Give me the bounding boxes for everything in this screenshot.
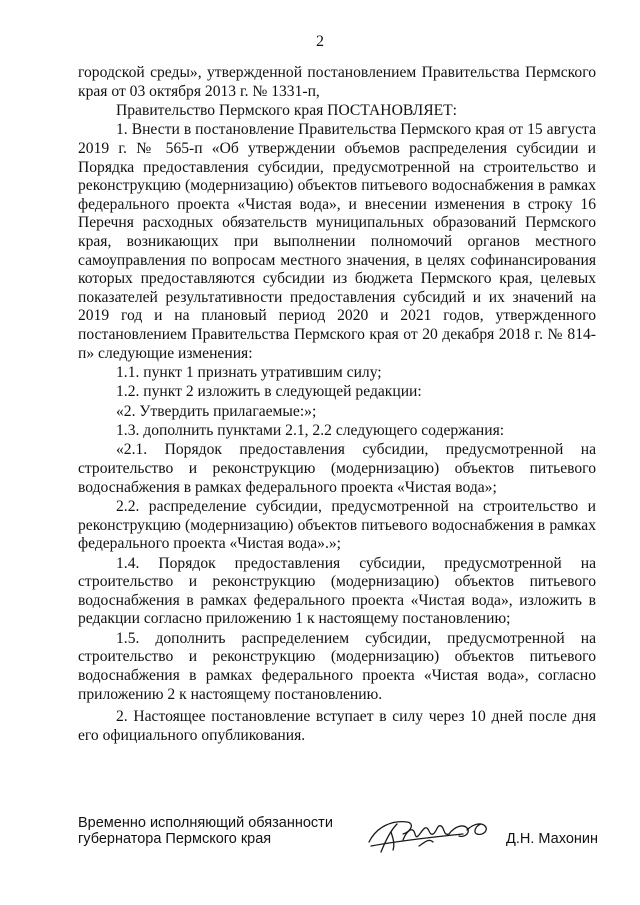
- paragraph-quote-2-2: 2.2. распределение субсидии, предусмотренной на строительство и реконструкцию (модернизацию) объектов питьевого водоснабжения в рамках федерального проекта «Чистая вода».»;: [78, 498, 596, 553]
- paragraph-preamble-end: городской среды», утвержденной постановлением Правительства Пермского края от 03 октября 2013 г. № 1331-п,: [78, 64, 596, 100]
- paragraph-resolves: Правительство Пермского края ПОСТАНОВЛЯЕТ:: [116, 101, 457, 119]
- signer-title-line-1: Временно исполняющий обязанности: [78, 815, 333, 831]
- paragraph-item-1-3: 1.3. дополнить пунктами 2.1, 2.2 следующего содержания:: [116, 422, 505, 440]
- paragraph-item-1-5: 1.5. дополнить распределением субсидии, предусмотренной на строительство и реконструкцию (модернизацию) объектов питьевого водоснабжения в рамках федерального проекта «Чистая вода», согласно приложению 2 к настоящему постановлению.: [78, 629, 596, 703]
- signature-block: [78, 812, 598, 862]
- signer-title-line-2: губернатора Пермского края: [78, 831, 272, 847]
- handwritten-signature-icon: [363, 812, 503, 860]
- paragraph-item-2: 2. Настоящее постановление вступает в силу через 10 дней после дня его официального опубликования.: [78, 708, 596, 744]
- document-body: [78, 64, 596, 746]
- paragraph-item-1-4: 1.4. Порядок предоставления субсидии, предусмотренной на строительство и реконструкцию (модернизацию) объектов питьевого водоснабжения в рамках федерального проекта «Чистая вода», изложить в редакции согласно приложению 1 к настоящему постановлению;: [78, 554, 596, 628]
- paragraph-quote-2: «2. Утвердить прилагаемые:»;: [116, 402, 317, 420]
- paragraph-item-1-2: 1.2. пункт 2 изложить в следующей редакции:: [116, 383, 422, 401]
- signer-title: [78, 815, 333, 847]
- paragraph-quote-2-1: «2.1. Порядок предоставления субсидии, предусмотренной на строительство и реконструкцию (модернизацию) объектов питьевого водоснабжения в рамках федерального проекта «Чистая вода»;: [78, 441, 596, 496]
- page-number: 2: [316, 33, 324, 50]
- paragraph-item-1: 1. Внести в постановление Правительства Пермского края от 15 августа 2019 г. № 565-п «Об утверждении объемов распределения субсидии и Порядка предоставления субсидии, предусмотренной на строительство и реконструкцию (модернизацию) объектов питьевого водоснабжения в рамках федерального проекта «Чистая вода», и внесении изменения в строку 16 Перечня расходных обязательств муниципальных образований Пермского края, возникающих при выполнении полномочий органов местного самоуправления по вопросам местного значения, в целях софинансирования которых предоставляются субсидии из бюджета Пермского края, целевых показателей результативности предоставления субсидий и их значений на 2019 год и на плановый период 2020 и 2021 годов, утвержденного постановлением Правительства Пермского края от 20 декабря 2018 г. № 814-п» следующие изменения:: [78, 121, 596, 362]
- paragraph-item-1-1: 1.1. пункт 1 признать утратившим силу;: [116, 363, 382, 381]
- signer-name: Д.Н. Махонин: [506, 831, 598, 847]
